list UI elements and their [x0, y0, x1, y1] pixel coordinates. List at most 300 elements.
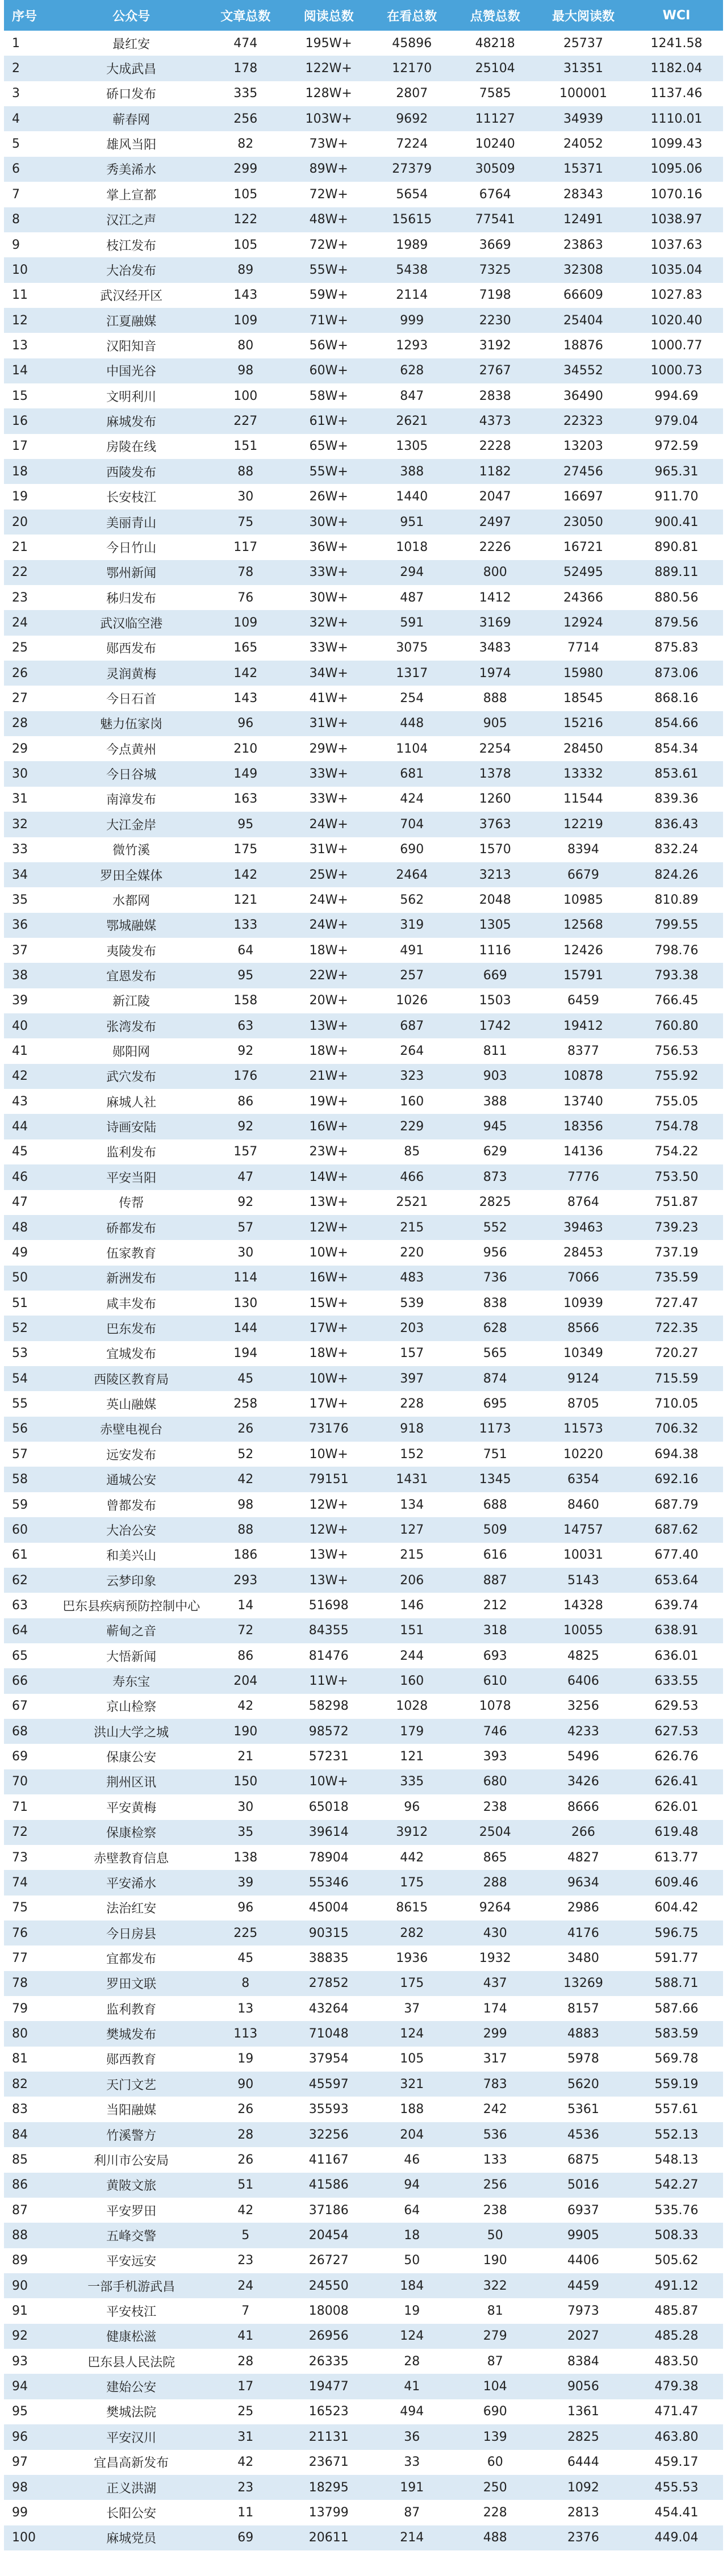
likes-cell: 228 [453, 2500, 536, 2525]
articles-cell: 194 [204, 1341, 287, 1366]
account-cell: 夷陵发布 [59, 938, 204, 963]
table-row [4, 1618, 723, 1643]
max-reads-cell: 18356 [537, 1114, 630, 1139]
looking-cell: 335 [370, 1769, 453, 1794]
account-cell: 保康公安 [59, 1744, 204, 1769]
reads-cell: 59W+ [287, 283, 370, 308]
table-row [4, 1870, 723, 1895]
account-cell: 大成武昌 [59, 56, 204, 81]
likes-cell: 77541 [453, 207, 536, 232]
account-cell: 雄风当阳 [59, 131, 204, 156]
rank-cell: 35 [4, 887, 59, 912]
wci-cell: 854.66 [630, 711, 723, 736]
looking-cell: 184 [370, 2273, 453, 2298]
looking-cell: 264 [370, 1038, 453, 1063]
rank-cell: 39 [4, 988, 59, 1013]
likes-cell: 4373 [453, 408, 536, 433]
reads-cell: 15W+ [287, 1291, 370, 1316]
rank-cell: 12 [4, 308, 59, 333]
likes-cell: 874 [453, 1366, 536, 1391]
max-reads-cell: 16721 [537, 535, 630, 560]
table-row [4, 1971, 723, 1996]
wci-cell: 737.19 [630, 1240, 723, 1265]
articles-cell: 190 [204, 1719, 287, 1744]
table-row [4, 1643, 723, 1668]
looking-cell: 847 [370, 383, 453, 408]
looking-cell: 214 [370, 2525, 453, 2550]
looking-cell: 2521 [370, 1190, 453, 1215]
reads-cell: 81476 [287, 1643, 370, 1668]
wci-cell: 569.78 [630, 2047, 723, 2072]
wci-cell: 1110.01 [630, 106, 723, 131]
rank-cell: 13 [4, 333, 59, 358]
rank-cell: 27 [4, 686, 59, 711]
max-reads-cell: 8705 [537, 1391, 630, 1416]
articles-cell: 41 [204, 2324, 287, 2349]
likes-cell: 2504 [453, 1820, 536, 1845]
table-row [4, 1568, 723, 1593]
max-reads-cell: 31351 [537, 56, 630, 81]
articles-cell: 95 [204, 963, 287, 988]
articles-cell: 30 [204, 484, 287, 509]
reads-cell: 17W+ [287, 1391, 370, 1416]
articles-cell: 95 [204, 812, 287, 837]
articles-cell: 90 [204, 2072, 287, 2097]
rank-cell: 98 [4, 2475, 59, 2500]
table-row [4, 2173, 723, 2198]
wci-cell: 619.48 [630, 1820, 723, 1845]
looking-cell: 27379 [370, 157, 453, 182]
looking-cell: 254 [370, 686, 453, 711]
articles-cell: 86 [204, 1643, 287, 1668]
wci-cell: 548.13 [630, 2147, 723, 2172]
max-reads-cell: 25404 [537, 308, 630, 333]
account-cell: 硚都发布 [59, 1215, 204, 1240]
account-cell: 大江金岸 [59, 812, 204, 837]
rank-cell: 48 [4, 1215, 59, 1240]
table-row [4, 484, 723, 509]
wci-cell: 875.83 [630, 636, 723, 661]
table-row [4, 1366, 723, 1391]
max-reads-cell: 8460 [537, 1492, 630, 1517]
wci-cell: 1070.16 [630, 182, 723, 207]
rank-cell: 19 [4, 484, 59, 509]
wci-cell: 722.35 [630, 1316, 723, 1341]
looking-cell: 1305 [370, 434, 453, 459]
table-row [4, 938, 723, 963]
wci-cell: 455.53 [630, 2475, 723, 2500]
looking-cell: 19 [370, 2298, 453, 2323]
account-cell: 枝江发布 [59, 232, 204, 257]
account-cell: 巴东县人民法院 [59, 2349, 204, 2374]
looking-cell: 1028 [370, 1694, 453, 1719]
table-row [4, 988, 723, 1013]
table-row [4, 1543, 723, 1568]
reads-cell: 26335 [287, 2349, 370, 2374]
wci-cell: 559.19 [630, 2072, 723, 2097]
looking-cell: 1936 [370, 1945, 453, 1970]
wci-cell: 1000.77 [630, 333, 723, 358]
articles-cell: 82 [204, 131, 287, 156]
wci-cell: 626.41 [630, 1769, 723, 1794]
articles-cell: 105 [204, 232, 287, 257]
rank-cell: 45 [4, 1139, 59, 1164]
reads-cell: 32W+ [287, 610, 370, 635]
rank-cell: 32 [4, 812, 59, 837]
account-cell: 汉江之声 [59, 207, 204, 232]
articles-cell: 31 [204, 2424, 287, 2449]
wci-cell: 653.64 [630, 1568, 723, 1593]
table-row [4, 1694, 723, 1719]
table-row [4, 182, 723, 207]
account-cell: 水都网 [59, 887, 204, 912]
table-row [4, 2122, 723, 2147]
rank-cell: 78 [4, 1971, 59, 1996]
articles-cell: 144 [204, 1316, 287, 1341]
account-cell: 大冶公安 [59, 1517, 204, 1542]
table-row [4, 913, 723, 938]
looking-cell: 483 [370, 1266, 453, 1291]
looking-cell: 424 [370, 787, 453, 812]
max-reads-cell: 28450 [537, 736, 630, 761]
reads-cell: 24W+ [287, 887, 370, 912]
rank-cell: 29 [4, 736, 59, 761]
articles-cell: 109 [204, 610, 287, 635]
max-reads-cell: 8157 [537, 1996, 630, 2021]
articles-cell: 64 [204, 938, 287, 963]
account-cell: 蕲甸之音 [59, 1618, 204, 1643]
wci-cell: 810.89 [630, 887, 723, 912]
likes-cell: 250 [453, 2475, 536, 2500]
likes-cell: 905 [453, 711, 536, 736]
articles-cell: 23 [204, 2248, 287, 2273]
account-cell: 最红安 [59, 31, 204, 56]
table-row [4, 1266, 723, 1291]
max-reads-cell: 9124 [537, 1366, 630, 1391]
table-row [4, 761, 723, 786]
looking-cell: 8615 [370, 1896, 453, 1920]
articles-cell: 117 [204, 535, 287, 560]
wci-cell: 471.47 [630, 2399, 723, 2424]
wci-cell: 793.38 [630, 963, 723, 988]
max-reads-cell: 12568 [537, 913, 630, 938]
likes-cell: 2048 [453, 887, 536, 912]
reads-cell: 14W+ [287, 1164, 370, 1189]
rank-cell: 5 [4, 131, 59, 156]
account-cell: 赤壁电视台 [59, 1417, 204, 1442]
account-cell: 长阳公安 [59, 2500, 204, 2525]
articles-cell: 28 [204, 2349, 287, 2374]
rank-cell: 43 [4, 1089, 59, 1114]
reads-cell: 18W+ [287, 938, 370, 963]
wci-cell: 760.80 [630, 1013, 723, 1038]
max-reads-cell: 14328 [537, 1593, 630, 1618]
account-cell: 蕲春网 [59, 106, 204, 131]
account-cell: 硚口发布 [59, 81, 204, 106]
likes-cell: 174 [453, 1996, 536, 2021]
rank-cell: 37 [4, 938, 59, 963]
table-row [4, 535, 723, 560]
looking-cell: 179 [370, 1719, 453, 1744]
reads-cell: 25W+ [287, 862, 370, 887]
likes-cell: 299 [453, 2021, 536, 2046]
reads-cell: 13W+ [287, 1568, 370, 1593]
looking-cell: 152 [370, 1442, 453, 1467]
articles-cell: 72 [204, 1618, 287, 1643]
max-reads-cell: 13332 [537, 761, 630, 786]
looking-cell: 466 [370, 1164, 453, 1189]
account-cell: 洪山大学之城 [59, 1719, 204, 1744]
account-cell: 武汉临空港 [59, 610, 204, 635]
rank-cell: 3 [4, 81, 59, 106]
likes-cell: 669 [453, 963, 536, 988]
table-row [4, 1442, 723, 1467]
likes-cell: 1503 [453, 988, 536, 1013]
articles-cell: 5 [204, 2223, 287, 2248]
reads-cell: 89W+ [287, 157, 370, 182]
looking-cell: 188 [370, 2097, 453, 2122]
max-reads-cell: 10031 [537, 1543, 630, 1568]
table-row [4, 1719, 723, 1744]
likes-cell: 279 [453, 2324, 536, 2349]
articles-cell: 17 [204, 2374, 287, 2399]
articles-cell: 225 [204, 1920, 287, 1945]
rank-cell: 70 [4, 1769, 59, 1794]
account-cell: 文明利川 [59, 383, 204, 408]
account-cell: 保康检察 [59, 1820, 204, 1845]
reads-cell: 33W+ [287, 761, 370, 786]
articles-cell: 47 [204, 1164, 287, 1189]
looking-cell: 46 [370, 2147, 453, 2172]
wci-cell: 508.33 [630, 2223, 723, 2248]
looking-cell: 294 [370, 560, 453, 585]
wci-cell: 710.05 [630, 1391, 723, 1416]
max-reads-cell: 2825 [537, 2424, 630, 2449]
articles-cell: 158 [204, 988, 287, 1013]
table-row [4, 862, 723, 887]
looking-cell: 203 [370, 1316, 453, 1341]
account-cell: 五峰交警 [59, 2223, 204, 2248]
reads-cell: 65W+ [287, 434, 370, 459]
table-row [4, 2349, 723, 2374]
table-row [4, 1139, 723, 1164]
looking-cell: 146 [370, 1593, 453, 1618]
wci-cell: 854.34 [630, 736, 723, 761]
wci-cell: 879.56 [630, 610, 723, 635]
articles-cell: 14 [204, 1593, 287, 1618]
account-cell: 张湾发布 [59, 1013, 204, 1038]
table-row [4, 2097, 723, 2122]
rank-cell: 33 [4, 837, 59, 862]
reads-cell: 26W+ [287, 484, 370, 509]
likes-cell: 903 [453, 1064, 536, 1089]
rank-cell: 76 [4, 1920, 59, 1945]
wci-cell: 836.43 [630, 812, 723, 837]
reads-cell: 41W+ [287, 686, 370, 711]
likes-cell: 2497 [453, 510, 536, 535]
rank-cell: 90 [4, 2273, 59, 2298]
reads-cell: 10W+ [287, 1442, 370, 1467]
looking-cell: 397 [370, 1366, 453, 1391]
reads-cell: 24W+ [287, 812, 370, 837]
table-row [4, 2399, 723, 2424]
reads-cell: 20W+ [287, 988, 370, 1013]
rank-cell: 93 [4, 2349, 59, 2374]
looking-cell: 487 [370, 585, 453, 610]
articles-cell: 98 [204, 358, 287, 383]
max-reads-cell: 2986 [537, 1896, 630, 1920]
looking-cell: 282 [370, 1920, 453, 1945]
table-row [4, 963, 723, 988]
wci-cell: 1182.04 [630, 56, 723, 81]
articles-cell: 157 [204, 1139, 287, 1164]
looking-cell: 7224 [370, 131, 453, 156]
rank-cell: 62 [4, 1568, 59, 1593]
likes-cell: 3483 [453, 636, 536, 661]
wci-cell: 798.76 [630, 938, 723, 963]
reads-cell: 33W+ [287, 787, 370, 812]
table-row [4, 1190, 723, 1215]
account-cell: 掌上宣都 [59, 182, 204, 207]
max-reads-cell: 8384 [537, 2349, 630, 2374]
looking-cell: 12170 [370, 56, 453, 81]
wci-cell: 1020.40 [630, 308, 723, 333]
rank-cell: 95 [4, 2399, 59, 2424]
articles-cell: 42 [204, 2198, 287, 2223]
wci-cell: 715.59 [630, 1366, 723, 1391]
articles-cell: 80 [204, 333, 287, 358]
reads-cell: 48W+ [287, 207, 370, 232]
account-cell: 麻城党员 [59, 2525, 204, 2550]
wci-cell: 604.42 [630, 1896, 723, 1920]
rank-cell: 85 [4, 2147, 59, 2172]
max-reads-cell: 15980 [537, 661, 630, 686]
table-row [4, 1593, 723, 1618]
wci-cell: 587.66 [630, 1996, 723, 2021]
reads-cell: 12W+ [287, 1492, 370, 1517]
account-cell: 新江陵 [59, 988, 204, 1013]
max-reads-cell: 4176 [537, 1920, 630, 1945]
reads-cell: 18295 [287, 2475, 370, 2500]
max-reads-cell: 4233 [537, 1719, 630, 1744]
table-row [4, 1064, 723, 1089]
reads-cell: 13W+ [287, 1543, 370, 1568]
articles-cell: 26 [204, 2147, 287, 2172]
wci-cell: 706.32 [630, 1417, 723, 1442]
account-cell: 西陵区教育局 [59, 1366, 204, 1391]
likes-cell: 1974 [453, 661, 536, 686]
likes-cell: 2767 [453, 358, 536, 383]
table-row [4, 232, 723, 257]
wci-cell: 626.76 [630, 1744, 723, 1769]
wci-cell: 799.55 [630, 913, 723, 938]
max-reads-cell: 14136 [537, 1139, 630, 1164]
articles-cell: 63 [204, 1013, 287, 1038]
likes-cell: 6764 [453, 182, 536, 207]
wci-cell: 1037.63 [630, 232, 723, 257]
likes-cell: 25104 [453, 56, 536, 81]
articles-cell: 45 [204, 1366, 287, 1391]
articles-cell: 204 [204, 1668, 287, 1693]
max-reads-cell: 27456 [537, 459, 630, 484]
looking-cell: 2807 [370, 81, 453, 106]
table-row [4, 510, 723, 535]
wci-cell: 1095.06 [630, 157, 723, 182]
articles-cell: 42 [204, 2450, 287, 2475]
likes-cell: 256 [453, 2173, 536, 2198]
max-reads-cell: 5496 [537, 1744, 630, 1769]
wci-cell: 1241.58 [630, 31, 723, 56]
likes-cell: 1378 [453, 761, 536, 786]
account-cell: 西陵发布 [59, 459, 204, 484]
account-cell: 一部手机游武昌 [59, 2273, 204, 2298]
reads-cell: 103W+ [287, 106, 370, 131]
likes-cell: 2228 [453, 434, 536, 459]
articles-cell: 28 [204, 2122, 287, 2147]
likes-cell: 318 [453, 1618, 536, 1643]
likes-cell: 1182 [453, 459, 536, 484]
reads-cell: 31W+ [287, 711, 370, 736]
max-reads-cell: 23050 [537, 510, 630, 535]
max-reads-cell: 16697 [537, 484, 630, 509]
max-reads-cell: 6406 [537, 1668, 630, 1693]
max-reads-cell: 24052 [537, 131, 630, 156]
likes-cell: 1932 [453, 1945, 536, 1970]
max-reads-cell: 10055 [537, 1618, 630, 1643]
rank-cell: 10 [4, 257, 59, 282]
account-cell: 平安当阳 [59, 1164, 204, 1189]
likes-cell: 873 [453, 1164, 536, 1189]
articles-cell: 88 [204, 459, 287, 484]
rank-cell: 9 [4, 232, 59, 257]
articles-cell: 165 [204, 636, 287, 661]
rank-cell: 69 [4, 1744, 59, 1769]
looking-cell: 18 [370, 2223, 453, 2248]
rank-cell: 16 [4, 408, 59, 433]
looking-cell: 160 [370, 1089, 453, 1114]
rank-cell: 18 [4, 459, 59, 484]
wci-cell: 636.01 [630, 1643, 723, 1668]
looking-cell: 94 [370, 2173, 453, 2198]
wci-cell: 588.71 [630, 1971, 723, 1996]
reads-cell: 11W+ [287, 1668, 370, 1693]
table-row [4, 157, 723, 182]
reads-cell: 13W+ [287, 1190, 370, 1215]
reads-cell: 21131 [287, 2424, 370, 2449]
reads-cell: 72W+ [287, 182, 370, 207]
articles-cell: 23 [204, 2475, 287, 2500]
account-cell: 荆州区讯 [59, 1769, 204, 1794]
likes-cell: 1078 [453, 1694, 536, 1719]
table-row [4, 383, 723, 408]
articles-cell: 227 [204, 408, 287, 433]
articles-cell: 474 [204, 31, 287, 56]
rank-cell: 88 [4, 2223, 59, 2248]
account-cell: 当阳融媒 [59, 2097, 204, 2122]
table-row [4, 787, 723, 812]
looking-cell: 85 [370, 1139, 453, 1164]
articles-cell: 133 [204, 913, 287, 938]
wci-cell: 755.05 [630, 1089, 723, 1114]
max-reads-cell: 4827 [537, 1845, 630, 1870]
likes-cell: 430 [453, 1920, 536, 1945]
rank-cell: 23 [4, 585, 59, 610]
likes-cell: 3213 [453, 862, 536, 887]
likes-cell: 238 [453, 2198, 536, 2223]
looking-cell: 1317 [370, 661, 453, 686]
rank-cell: 20 [4, 510, 59, 535]
likes-cell: 242 [453, 2097, 536, 2122]
